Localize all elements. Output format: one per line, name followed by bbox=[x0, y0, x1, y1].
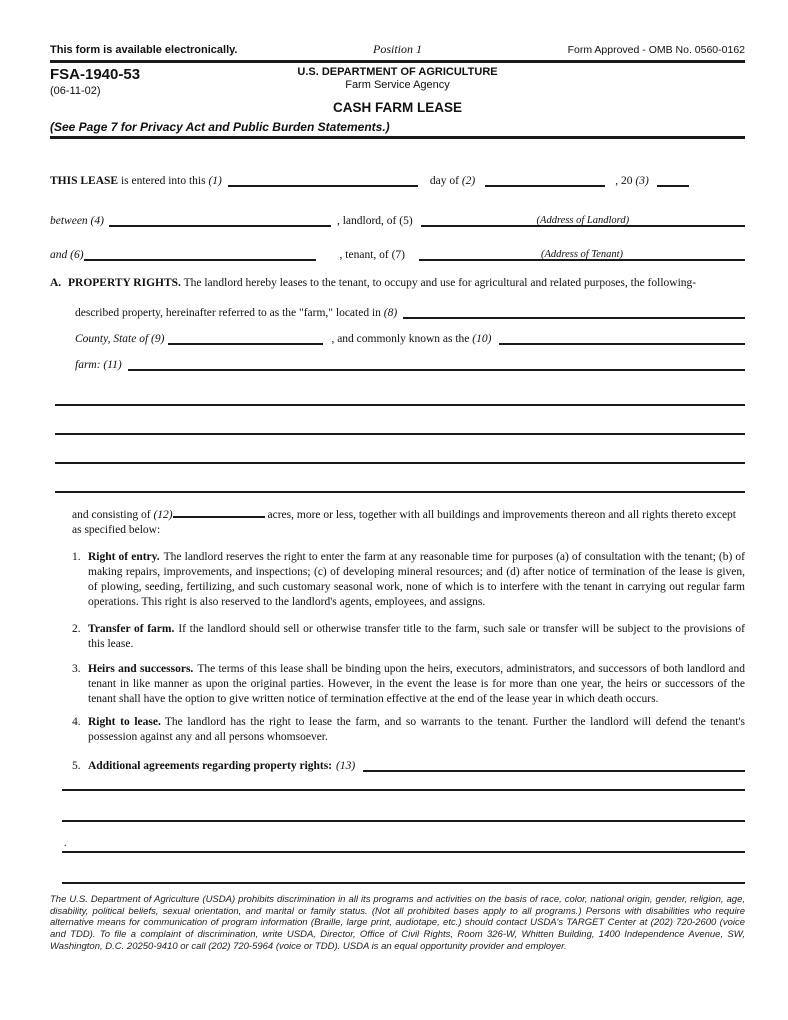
agency-header bbox=[50, 66, 745, 115]
item-right-of-entry bbox=[72, 550, 745, 610]
county-state-line bbox=[75, 319, 745, 345]
address-of-tenant-caption: (Address of Tenant) bbox=[540, 249, 624, 260]
farm-label: farm: (11) bbox=[75, 359, 122, 371]
section-a-heading-line: A. PROPERTY RIGHTS. The landlord hereby leases to the tenant, to occupy and use for agricultural and related purposes, the following- bbox=[50, 277, 697, 289]
tenant-row bbox=[50, 243, 745, 261]
item-body: The landlord has the right to lease the farm, and so warrants to the tenant. Further the landlord will defend the tenant's possession against any and all persons whomsoever. bbox=[88, 716, 745, 743]
farm-line bbox=[75, 345, 745, 371]
description-blank-line-2[interactable] bbox=[55, 406, 745, 435]
form-number: FSA-1940-53 bbox=[50, 66, 141, 83]
item-body: The terms of this lease shall be binding upon the heirs, executors, administrators, and successors of both landlord and tenant in like manner as upon the original parties. However, in the event the lease is for more than one year, the heirs or successors of the tenant shall have the option to give written notice of termination effective at the end of the lease year in which death occurs. bbox=[88, 663, 745, 705]
item-ref: (13) bbox=[336, 760, 356, 772]
item-number: 2. bbox=[72, 623, 81, 635]
agreements-blank-line-4[interactable] bbox=[62, 853, 745, 884]
field-1-day-blank[interactable] bbox=[228, 173, 418, 187]
lease-date-label: THIS LEASE is entered into this (1) bbox=[50, 175, 222, 187]
located-in-line bbox=[75, 293, 745, 319]
item-body: If the landlord should sell or otherwise transfer title to the farm, such sale or transfer will be subject to the provisions of this lease. bbox=[88, 623, 746, 650]
agreements-blank-line-2[interactable] bbox=[62, 791, 745, 822]
property-description-blanks bbox=[50, 377, 745, 493]
item-number: 3. bbox=[72, 663, 81, 675]
item-number: 1. bbox=[72, 551, 81, 563]
section-a-heading: PROPERTY RIGHTS. bbox=[68, 277, 181, 289]
additional-agreements-blanks bbox=[50, 772, 745, 884]
field-3-year-blank[interactable] bbox=[657, 173, 689, 187]
item-number: 4. bbox=[72, 716, 81, 728]
address-of-landlord-caption: (Address of Landlord) bbox=[536, 215, 630, 226]
nondiscrimination-statement: The U.S. Department of Agriculture (USDA) prohibits discrimination in all its programs and activities on the basis of race, color, national origin, gender, religion, age, disability, political beliefs, sexual orientation, and marital or family status. (Not all prohibited bases apply to all programs.) Persons with disabilities who require alternative means for communication of program information (Braille, large print, audiotape, etc.) should contact USDA's TARGET Center at (202) 720-2600 (voice and TDD). To file a complaint of discrimination, write USDA, Director, Office of Civil Rights, Room 326-W, Whitten Building, 1400 Independence Avenue, SW, Washington, D.C. 20250-9410 or call (202) 720-5964 (voice or TDD). USDA is an equal opportunity provider and employer. bbox=[50, 894, 745, 952]
field-6-tenant-name-blank[interactable] bbox=[84, 247, 316, 261]
item-title: Transfer of farm. bbox=[88, 623, 175, 635]
section-a-label: A. bbox=[50, 277, 62, 289]
and-label: and (6) bbox=[50, 249, 84, 261]
description-blank-line-1[interactable] bbox=[55, 377, 745, 406]
item-transfer-of-farm bbox=[72, 622, 745, 652]
item-right-to-lease bbox=[72, 715, 745, 745]
located-in-label: described property, hereinafter referred to as the "farm," located in (8) bbox=[75, 307, 398, 319]
omb-approval-number: Form Approved - OMB No. 0560-0162 bbox=[567, 44, 745, 56]
item-heirs-and-successors bbox=[72, 662, 745, 707]
header-divider-top bbox=[50, 60, 745, 63]
stray-period: . bbox=[64, 838, 67, 849]
commonly-known-label: , and commonly known as the (10) bbox=[331, 333, 492, 345]
electronic-availability-note: This form is available electronically. bbox=[50, 44, 238, 56]
item-title: Heirs and successors. bbox=[88, 663, 194, 675]
field-11-farm-description-blank[interactable] bbox=[128, 357, 745, 371]
form-revision-date: (06-11-02) bbox=[50, 85, 101, 97]
section-a-property-rights bbox=[50, 277, 745, 371]
tenant-of-label: , tenant, of (7) bbox=[339, 249, 406, 261]
acreage-paragraph: and consisting of (12) acres, more or less, together with all buildings and improvements thereon and all rights thereto except as specified below: bbox=[72, 509, 736, 536]
field-10-farm-name-blank[interactable] bbox=[499, 331, 745, 345]
field-2-month-blank[interactable] bbox=[485, 173, 605, 187]
field-7-tenant-address bbox=[419, 247, 745, 261]
description-blank-line-4[interactable] bbox=[55, 464, 745, 493]
field-12-acres-blank[interactable] bbox=[173, 507, 265, 518]
position-label: Position 1 bbox=[372, 42, 422, 56]
form-identifier bbox=[50, 66, 140, 97]
field-5-landlord-address bbox=[421, 213, 745, 227]
item-number: 5. bbox=[72, 760, 81, 772]
field-8-county-blank[interactable] bbox=[403, 305, 745, 319]
between-label: between (4) bbox=[50, 215, 104, 227]
item-body: The landlord reserves the right to enter the farm at any reasonable time for purposes (a) of consultation with the tenant; (b) of making repairs, improvements, and inspections; (c) of developing mineral resources; and (d) after notice of termination of the lease is given, of plowing, seeding, fertilizing, and such customary seasonal work, none of which is to interfere with the tenant in carrying out regular farm operations. This right is also reserved to the landlord's agents, employees, and assigns. bbox=[88, 551, 746, 608]
item-title-group bbox=[88, 760, 355, 772]
description-blank-line-3[interactable] bbox=[55, 435, 745, 464]
department-name: U.S. DEPARTMENT OF AGRICULTURE bbox=[297, 66, 498, 78]
item-additional-agreements bbox=[72, 754, 745, 772]
county-state-label: County, State of (9) bbox=[75, 333, 165, 345]
form-title: CASH FARM LEASE bbox=[332, 100, 462, 115]
header-divider-bottom bbox=[50, 136, 745, 139]
landlord-of-label: , landlord, of (5) bbox=[336, 215, 413, 227]
item-title: Right of entry. bbox=[88, 551, 160, 563]
item-title: Right to lease. bbox=[88, 716, 161, 728]
lease-date-row bbox=[50, 169, 745, 187]
item-title: Additional agreements regarding property rights: bbox=[88, 760, 333, 772]
agency-name: Farm Service Agency bbox=[345, 79, 450, 91]
field-9-state-blank[interactable] bbox=[168, 331, 323, 345]
landlord-row bbox=[50, 209, 745, 227]
year-label: , 20 (3) bbox=[615, 175, 649, 187]
agreements-blank-line-3[interactable] bbox=[62, 822, 745, 853]
header-block bbox=[50, 66, 745, 115]
privacy-act-note: (See Page 7 for Privacy Act and Public Burden Statements.) bbox=[50, 120, 390, 134]
field-13-additional-agreements-blank[interactable] bbox=[363, 758, 745, 772]
header-top-row bbox=[50, 42, 745, 58]
day-of-label: day of (2) bbox=[429, 175, 476, 187]
field-4-landlord-name-blank[interactable] bbox=[109, 213, 331, 227]
agreements-blank-line-1[interactable] bbox=[62, 772, 745, 791]
